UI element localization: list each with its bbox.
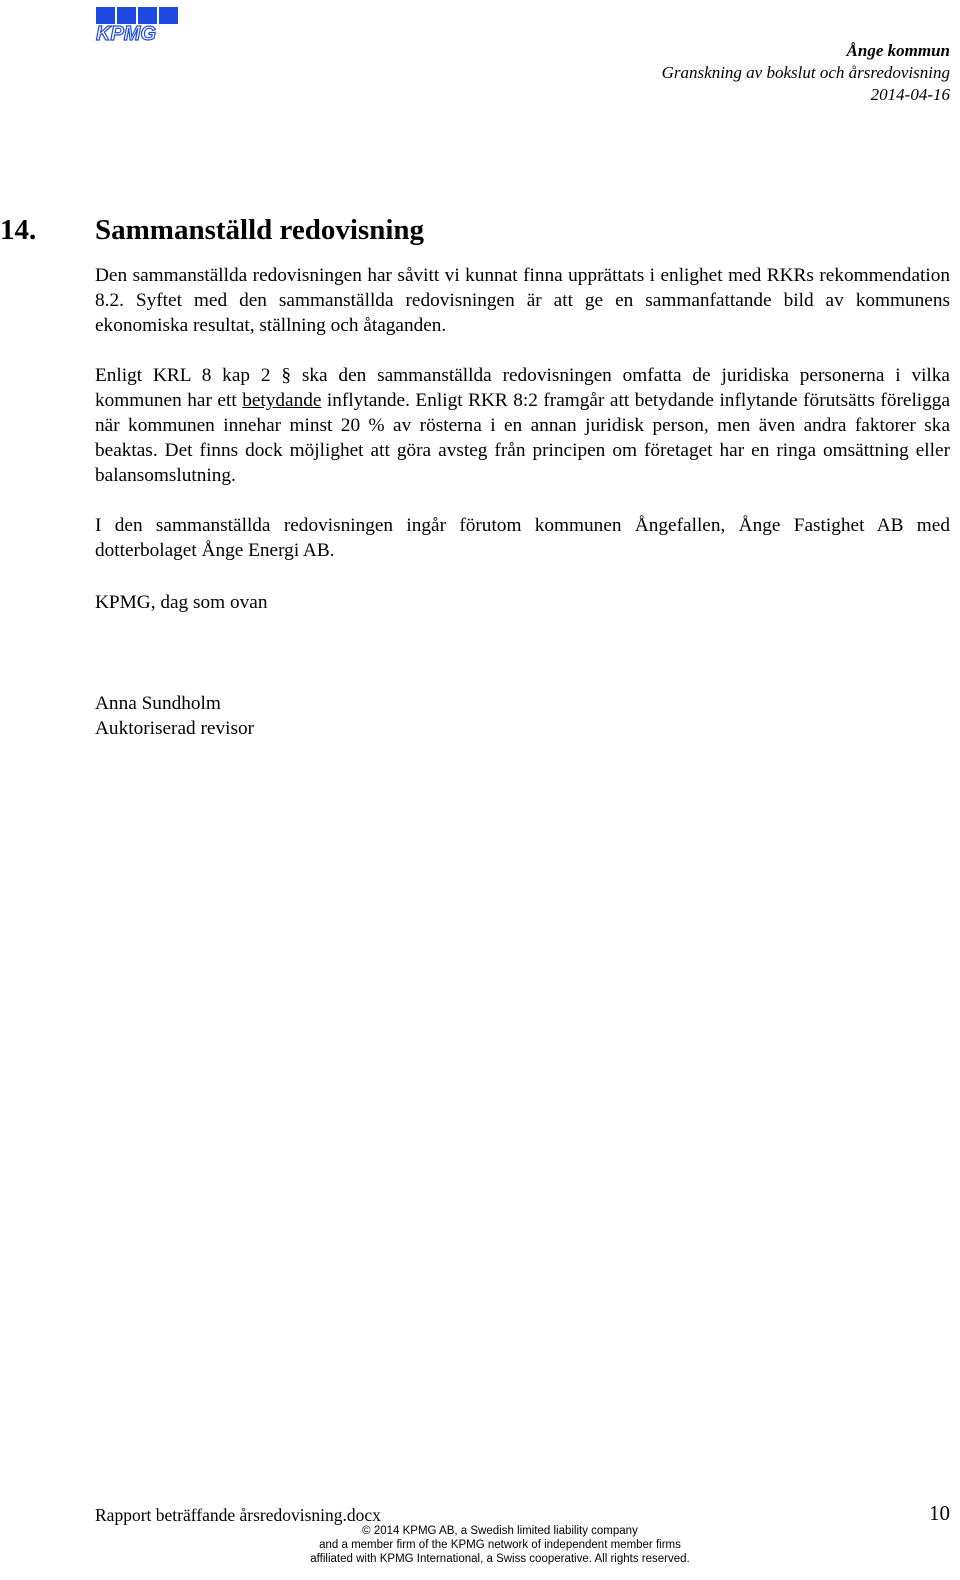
footer-copyright	[300, 1524, 700, 1566]
header-date: 2014-04-16	[870, 85, 950, 104]
paragraph-3: I den sammanställda redovisningen ingår förutom kommunen Ångefallen, Ånge Fastighet AB med dotterbolaget Ånge Energi AB.	[95, 515, 950, 561]
kpmg-logo	[94, 6, 182, 42]
closing-line: KPMG, dag som ovan	[95, 592, 268, 613]
paragraph-2-end: inflytande. Enligt RKR 8:2 framgår att betydande inflytande förutsätts föreligga när kommunen innehar minst 20 % av rösterna i en annan juridisk person, men även andra faktorer ska beaktas. Det finns dock möjlighet att göra avsteg från principen om företaget har en ringa omsättning eller balansomslutning.	[95, 390, 950, 486]
copyright-line: and a member firm of the KPMG network of independent member firms	[319, 1539, 681, 1551]
kpmg-logo-text: KPMG	[96, 23, 156, 42]
signer-title: Auktoriserad revisor	[95, 718, 255, 739]
header-organization: Ånge kommun	[846, 41, 950, 60]
kpmg-logo-graphic	[94, 6, 182, 42]
footer-file-name: Rapport beträffande årsredovisning.docx	[95, 1505, 381, 1525]
copyright-line: © 2014 KPMG AB, a Swedish limited liability company	[362, 1525, 638, 1537]
section-heading	[0, 212, 424, 248]
body-text	[95, 263, 950, 588]
copyright-line: affiliated with KPMG International, a Swiss cooperative. All rights reserved.	[310, 1553, 690, 1565]
signature-block	[95, 691, 254, 741]
signer-name: Anna Sundholm	[95, 693, 221, 714]
header-report-title: Granskning av bokslut och årsredovisning	[661, 63, 950, 82]
paragraph-2	[95, 363, 950, 488]
underlined-word: betydande	[242, 390, 322, 411]
paragraph-2-start: Enligt KRL 8 kap 2 § ska den sammanställda redovisningen omfatta de juridiska personerna i vilka kommunen har ett	[95, 365, 950, 411]
page-number: 10	[929, 1501, 950, 1525]
paragraph-1: Den sammanställda redovisningen har såvitt vi kunnat finna upprättats i enlighet med RKRs rekommendation 8.2. Syftet med den sammanställda redovisningen är att ge en sammanfattande bild av kommunens ekonomiska resultat, ställning och åtaganden.	[95, 265, 950, 336]
section-number: 14.	[0, 214, 37, 246]
page-header	[662, 40, 950, 106]
section-title: Sammanställd redovisning	[95, 214, 425, 246]
